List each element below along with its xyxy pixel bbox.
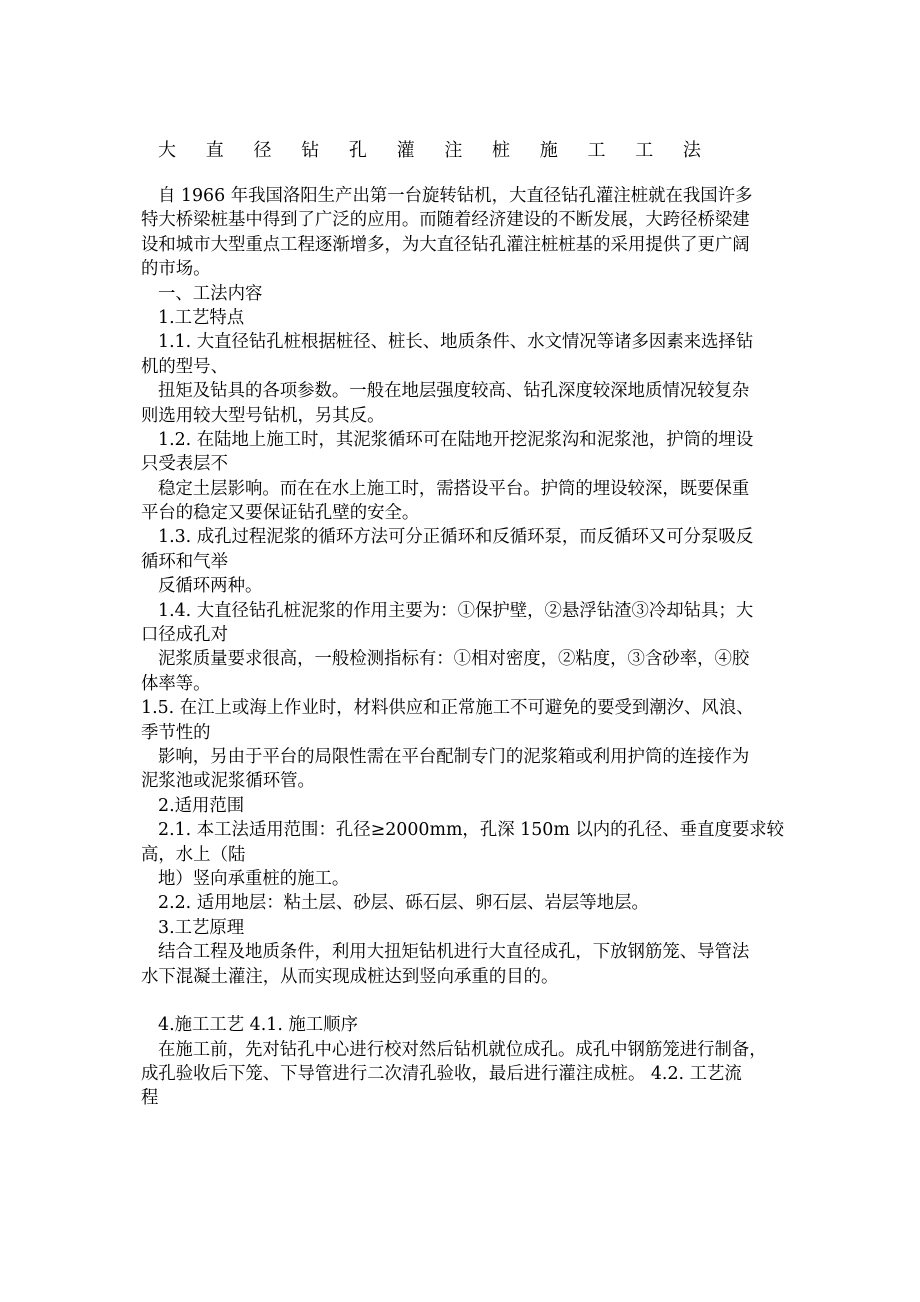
paragraph-line: 季节性的 <box>141 722 211 743</box>
document-title: 大 直 径 钻 孔 灌 注 桩 施 工 工 法 <box>158 140 713 161</box>
document-body <box>141 184 786 1111</box>
section-heading: 一、工法内容 <box>158 283 263 304</box>
paragraph-line: 1.4. 大直径钻孔桩泥浆的作用主要为：①保护壁，②悬浮钻渣③冷却钻具；大 <box>158 600 754 621</box>
paragraph-line: 体率等。 <box>141 673 211 694</box>
paragraph-line: 自 1966 年我国洛阳生产出第一台旋转钻机，大直径钻孔灌注桩就在我国许多 <box>158 186 753 206</box>
paragraph-line: 程 <box>141 1088 159 1109</box>
paragraph-line: 只受表层不 <box>141 454 228 475</box>
paragraph-line: 扭矩及钻具的各项参数。一般在地层强度较高、钻孔深度较深地质情况较复杂 <box>158 381 750 402</box>
paragraph-line: 特大桥梁桩基中得到了广泛的应用。而随着经济建设的不断发展，大跨径桥梁建 <box>141 210 750 231</box>
paragraph-line: 则选用较大型号钻机，另其反。 <box>141 405 385 426</box>
paragraph-line: 平台的稳定又要保证钻孔壁的安全。 <box>141 503 420 524</box>
paragraph-line: 1.5. 在江上或海上作业时，材料供应和正常施工不可避免的要受到潮汐、风浪、 <box>141 698 754 719</box>
paragraph-line: 1.2. 在陆地上施工时，其泥浆循环可在陆地开挖泥浆沟和泥浆池，护筒的埋设 <box>158 429 754 450</box>
paragraph-line: 1.3. 成孔过程泥浆的循环方法可分正循环和反循环泵，而反循环又可分泵吸反 <box>158 527 754 548</box>
paragraph-line: 2.2. 适用地层：粘土层、砂层、砾石层、卵石层、岩层等地层。 <box>158 893 649 914</box>
paragraph-line: 高，水上（陆 <box>141 844 246 865</box>
subsection-heading: 1.工艺特点 <box>158 307 245 328</box>
paragraph-line: 水下混凝土灌注，从而实现成桩达到竖向承重的目的。 <box>141 966 559 987</box>
paragraph-line: 地）竖向承重桩的施工。 <box>158 868 350 889</box>
subsection-heading: 2.适用范围 <box>158 795 245 816</box>
paragraph-line: 影响，另由于平台的局限性需在平台配制专门的泥浆箱或利用护筒的连接作为 <box>158 746 750 767</box>
paragraph-line: 口径成孔对 <box>141 625 228 646</box>
paragraph-line: 结合工程及地质条件，利用大扭矩钻机进行大直径成孔，下放钢筋笼、导管法 <box>158 942 750 963</box>
paragraph-gap <box>141 989 786 1013</box>
paragraph-line: 稳定土层影响。而在在水上施工时，需搭设平台。护筒的埋设较深，既要保重 <box>158 478 750 499</box>
paragraph-line: 反循环两种。 <box>158 576 263 597</box>
paragraph-line: 成孔验收后下笼、下导管进行二次清孔验收，最后进行灌注成桩。 4.2. 工艺流 <box>141 1064 742 1085</box>
subsection-heading: 4.施工工艺 4.1. 施工顺序 <box>158 1015 358 1036</box>
paragraph-line: 泥浆池或泥浆循环管。 <box>141 771 315 792</box>
paragraph-line: 2.1. 本工法适用范围：孔径≥2000mm，孔深 150m 以内的孔径、垂直度要求较 <box>158 820 785 841</box>
paragraph-line: 在施工前，先对钻孔中心进行校对然后钻机就位成孔。成孔中钢筋笼进行制备， <box>158 1039 767 1060</box>
paragraph-line: 设和城市大型重点工程逐渐增多，为大直径钻孔灌注桩桩基的采用提供了更广阔 <box>141 234 750 255</box>
paragraph-line: 循环和气举 <box>141 551 228 572</box>
subsection-heading: 3.工艺原理 <box>158 917 245 938</box>
paragraph-line: 泥浆质量要求很高，一般检测指标有：①相对密度，②粘度，③含砂率，④胶 <box>158 649 750 670</box>
paragraph-line: 的市场。 <box>141 259 211 280</box>
paragraph-line: 机的型号、 <box>141 356 228 377</box>
paragraph-line: 1.1. 大直径钻孔桩根据桩径、桩长、地质条件、水文情况等诸多因素来选择钻 <box>158 332 754 353</box>
